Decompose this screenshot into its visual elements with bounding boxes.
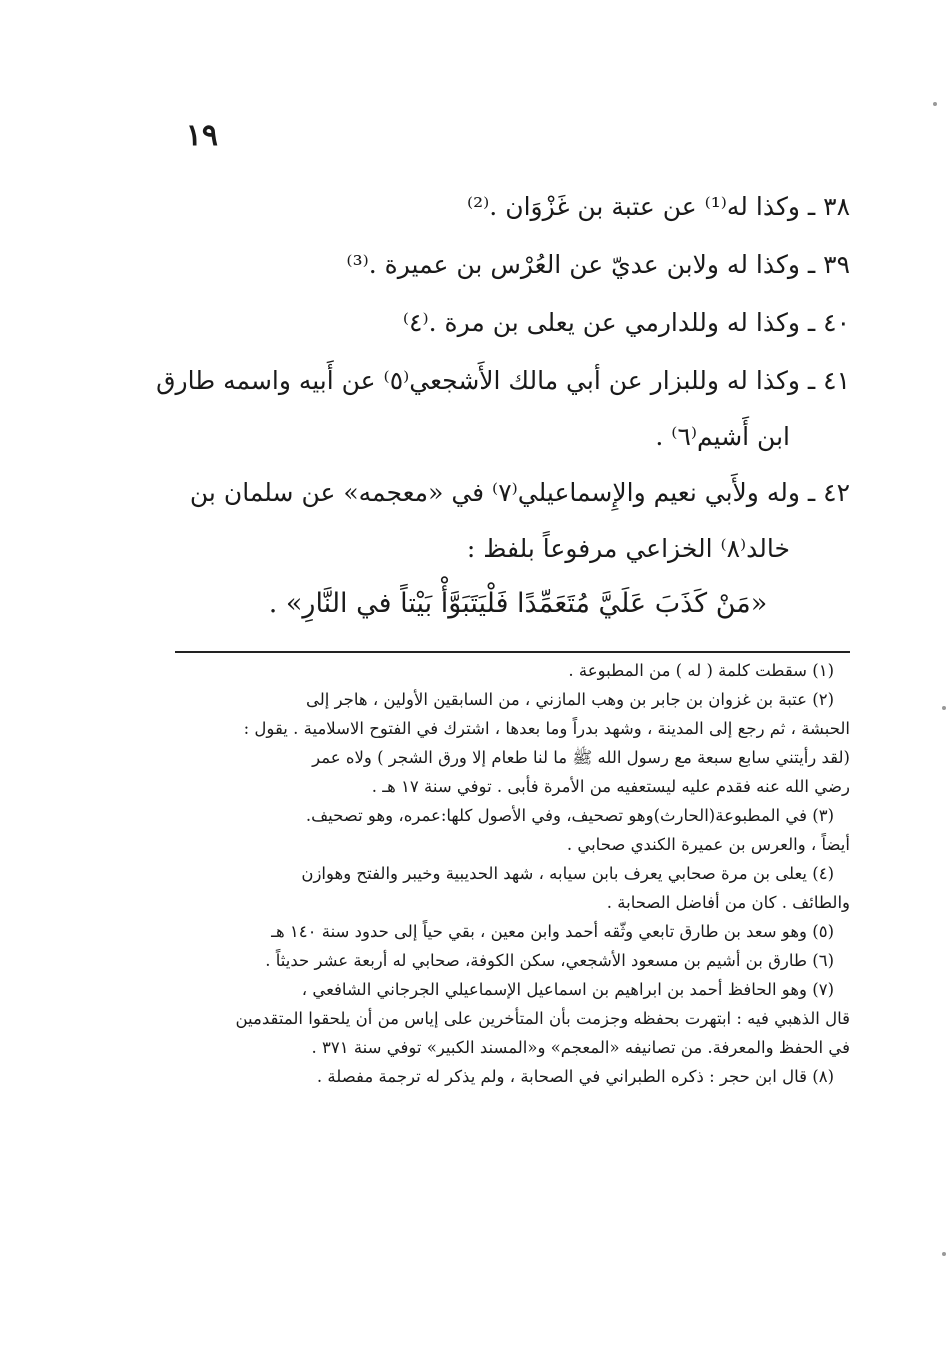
scan-speck [942, 706, 946, 710]
footnote-line: (٥) وهو سعد بن طارق تابعي وثّقه أحمد وابن معين ، بقي حياً إلى حدود سنة ١٤٠ هـ [271, 922, 834, 941]
footnote-5 [182, 917, 850, 946]
footnote-line: (٨) قال ابن حجر : ذكره الطبراني في الصحابة ، ولم يذكر له ترجمة مفصلة . [316, 1067, 834, 1086]
footnote-divider [175, 651, 850, 653]
entry-line: ٤١ ـ وكذا له وللبزار عن أبي مالك الأَشجعي⁽٥⁾ عن أَبيه واسمه طارق [156, 366, 850, 395]
footnote-line: أيضاً ، والعرس بن عميرة الكندي صحابي . [566, 835, 850, 854]
footnote-line: في الحفظ والمعرفة. من تصانيفه «المعجم» و«المسند الكبير» توفي سنة ٣٧١ . [311, 1038, 850, 1057]
entry-line: خالد⁽٨⁾ الخزاعي مرفوعاً بلفظ : [466, 534, 790, 563]
entry-41 [156, 352, 850, 464]
entry-line: ٤٢ ـ وله ولأَبي نعيم والإِسماعيلي⁽٧⁾ في «معجمه» عن سلمان بن [189, 478, 850, 507]
scan-speck [933, 102, 937, 106]
entry-line: ابن أَشيم⁽٦⁾ . [655, 422, 790, 451]
entry-40 [180, 294, 850, 352]
footnote-line: (٣) في المطبوعة(الحارث)وهو تصحيف، وفي الأصول كلها:عمره، وهو تصحيف. [305, 806, 834, 825]
footnote-line: (٢) عتبة بن غزوان بن جابر بن وهب المازني ، من السابقين الأولين ، هاجر إلى [305, 690, 834, 709]
entry-38 [180, 178, 850, 236]
hadith-entries [156, 178, 850, 576]
footnote-line: (١) سقطت كلمة ( له ) من المطبوعة . [568, 661, 834, 680]
footnote-2 [182, 685, 850, 801]
footnote-line: (٤) يعلى بن مرة صحابي يعرف بابن سيابه ، شهد الحديبية وخيبر والفتح وهوازن [301, 864, 834, 883]
page-number: ١٩ [185, 118, 218, 153]
footnote-3 [182, 801, 850, 859]
footnote-line: والطائف . كان من أفاضل الصحابة . [606, 893, 850, 912]
entry-line: ٤٠ ـ وكذا له وللدارمي عن يعلى بن مرة .⁽٤⁾ [402, 308, 850, 337]
footnote-line: (لقد رأيتني سابع سبعة مع رسول الله ﷺ ما لنا طعام إلا ورق الشجر ) ولاه عمر [312, 748, 850, 767]
footnote-4 [182, 859, 850, 917]
footnote-1 [182, 656, 850, 685]
entry-line: ٣٩ ـ وكذا له ولابن عديّ عن العُرْس بن عميرة .⁽³⁾ [346, 250, 850, 279]
entry-42 [180, 464, 850, 576]
hadith-quote: «مَنْ كَذَبَ عَلَيَّ مُتَعَمِّدًا فَلْيَتَبَوَّأْ بَيْتاً في النَّارِ» . [268, 588, 768, 619]
footnote-line: (٦) طارق بن أشيم بن مسعود الأشجعي، سكن الكوفة، صحابي له أربعة عشر حديثاً . [265, 951, 834, 970]
footnote-line: الحبشة ، ثم رجع إلى المدينة ، وشهد بدراً وما بعدها ، اشترك في الفتوح الاسلامية . يقول : [243, 719, 850, 738]
footnote-7 [182, 975, 850, 1062]
footnote-line: رضي الله عنه فقدم عليه ليستعفيه من الأمرة فأبى . توفي سنة ١٧ هـ . [371, 777, 850, 796]
entry-39 [180, 236, 850, 294]
footnotes [182, 656, 850, 1091]
footnote-line: (٧) وهو الحافظ أحمد بن ابراهيم بن اسماعيل الإسماعيلي الجرجاني الشافعي ، [301, 980, 834, 999]
entry-line: ٣٨ ـ وكذا له⁽¹⁾ عن عتبة بن غَزْوَان .⁽²⁾ [467, 192, 850, 221]
footnote-8 [182, 1062, 850, 1091]
footnote-6 [182, 946, 850, 975]
scan-speck [942, 1252, 946, 1256]
footnote-line: قال الذهبي فيه : ابتهرت بحفظه وجزمت بأن المتأخرين على إياس من أن يلحقوا المتقدمين [235, 1009, 850, 1028]
